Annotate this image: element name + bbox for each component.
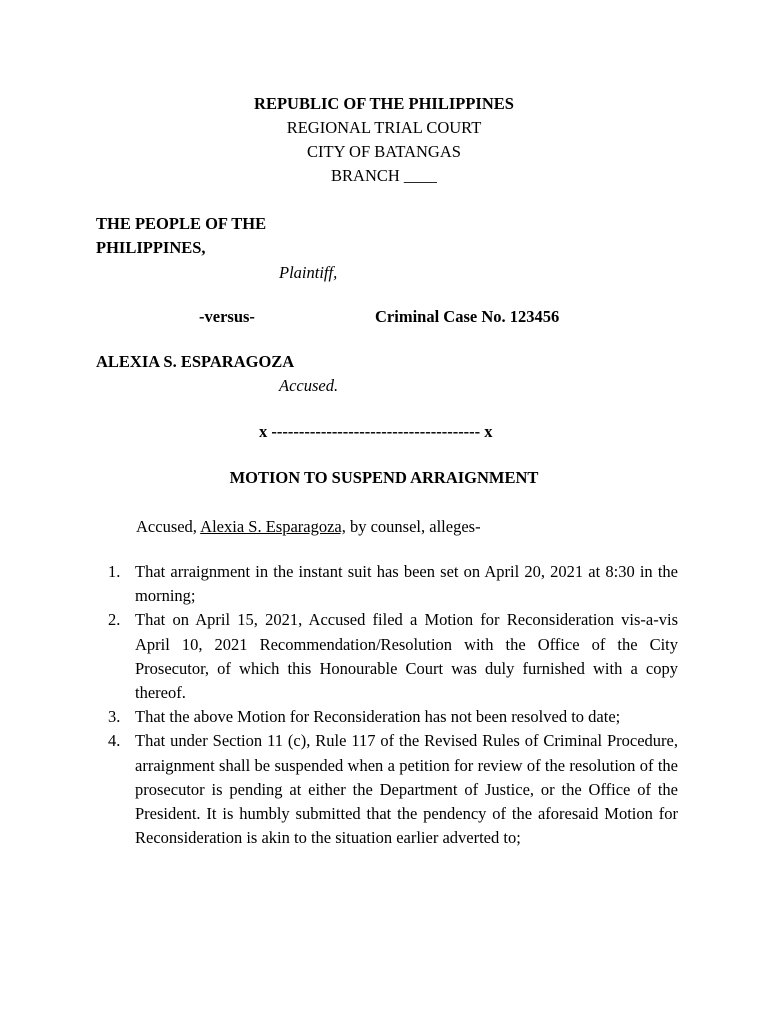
- list-item-number: 3.: [108, 707, 121, 727]
- intro-prefix: Accused,: [136, 517, 201, 536]
- list-item-number: 4.: [108, 731, 121, 751]
- versus-label: -versus-: [199, 307, 255, 326]
- court-header-court: REGIONAL TRIAL COURT: [286, 118, 482, 137]
- list-item-number: 2.: [108, 610, 121, 630]
- case-number: Criminal Case No. 123456: [375, 307, 560, 326]
- accused-name-underlined: Alexia S. Esparagoza,: [200, 517, 346, 536]
- plaintiff-role: Plaintiff,: [279, 263, 338, 282]
- motion-title: MOTION TO SUSPEND ARRAIGNMENT: [229, 468, 539, 487]
- plaintiff-name-line2: PHILIPPINES,: [96, 238, 206, 257]
- intro-paragraph: [136, 515, 481, 539]
- intro-suffix: by counsel, alleges-: [345, 517, 481, 536]
- court-header-city: CITY OF BATANGAS: [307, 142, 461, 161]
- court-header-republic: REPUBLIC OF THE PHILIPPINES: [254, 94, 514, 113]
- list-item: [108, 705, 678, 729]
- list-item: [108, 729, 678, 850]
- list-item-text: That the above Motion for Reconsideration has not been resolved to date;: [135, 707, 621, 727]
- accused-name: ALEXIA S. ESPARAGOZA: [96, 352, 295, 371]
- plaintiff-name-line1: THE PEOPLE OF THE: [96, 214, 267, 233]
- list-item-text: That arraignment in the instant suit has been set on April 20, 2021 at 8:30 in the morning;: [135, 562, 678, 606]
- accused-role: Accused.: [279, 376, 339, 395]
- list-item: [108, 608, 678, 705]
- allegations-list: [108, 560, 678, 850]
- caption-separator: x -------------------------------------- x: [259, 422, 493, 441]
- court-header-branch: BRANCH ____: [331, 166, 437, 185]
- list-item-text: That under Section 11 (c), Rule 117 of the Revised Rules of Criminal Procedure, arraignment shall be suspended when a petition for review of the resolution of the prosecutor is pending at either the Department of Justice, or the Office of the President. It is humbly submitted that the pendency of the aforesaid Motion for Reconsideration is akin to the situation earlier adverted to;: [135, 731, 678, 848]
- list-item: [108, 560, 678, 608]
- list-item-number: 1.: [108, 562, 121, 581]
- list-item-text: That on April 15, 2021, Accused filed a Motion for Reconsideration vis-a-vis April 10, 2021 Recommendation/Resolution with the Office of the City Prosecutor, of which this Honourable Court was duly furnished with a copy thereof.: [135, 610, 678, 703]
